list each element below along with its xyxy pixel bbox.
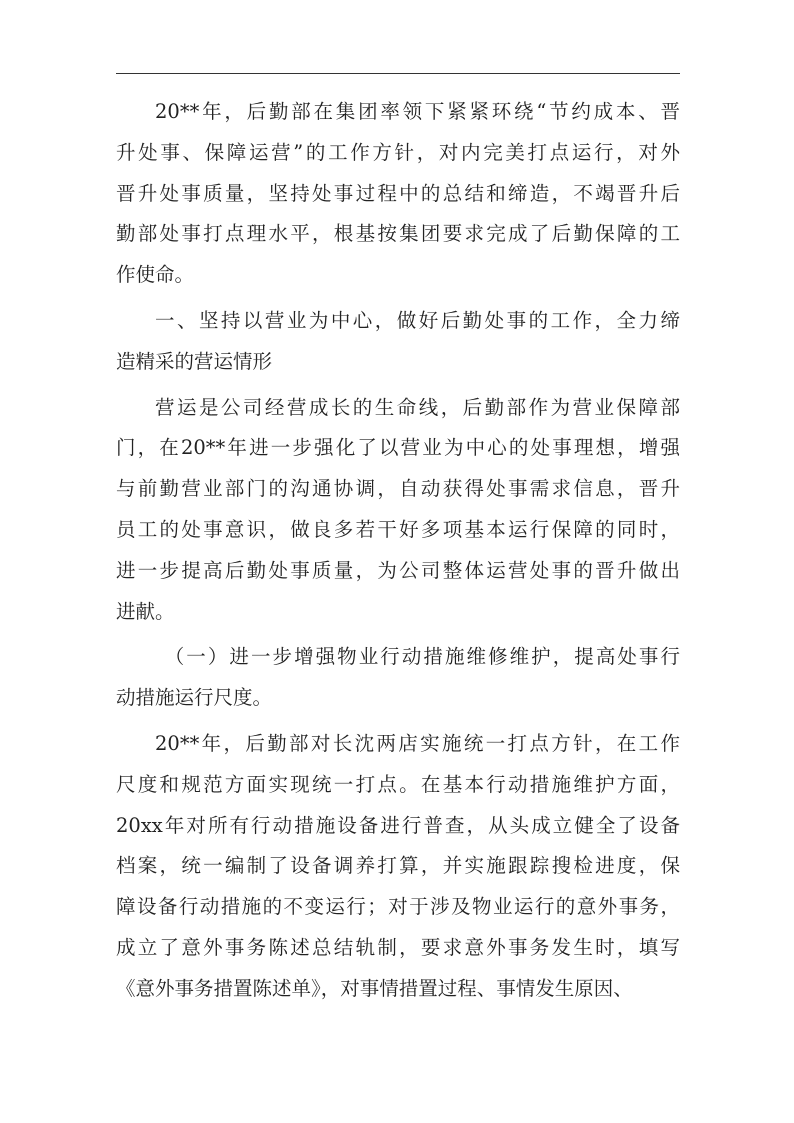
text-line: 障设备行动措施的不变运行；对于涉及物业运行的意外事务， — [116, 895, 680, 919]
text-line: 门，在20**年进一步强化了以营业为中心的处事理想，增强 — [116, 436, 680, 460]
text-line: 与前勤营业部门的沟通协调，自动获得处事需求信息，晋升 — [116, 477, 680, 501]
text-line: 进一步提高后勤处事质量，为公司整体运营处事的晋升做出 — [116, 558, 680, 582]
text-line: 一、坚持以营业为中心，做好后勤处事的工作，全力缔 — [155, 308, 680, 332]
text-line: 作使命。 — [116, 263, 195, 287]
paragraph-subheading-1 — [116, 637, 680, 719]
paragraph-para-facilities — [116, 724, 680, 1010]
text-line: 《意外事务措置陈述单》，对事情措置过程、事情发生原因、 — [116, 976, 633, 1000]
text-line: 造精采的营运情形 — [116, 349, 273, 373]
text-line: （一）进一步增强物业行动措施维修维护，提高处事行 — [164, 645, 680, 669]
text-line: 勤部处事打点理水平，根基按集团要求完成了后勤保障的工 — [116, 222, 680, 246]
text-line: 升处事、保障运营”的工作方针，对内完美打点运行，对外 — [116, 140, 680, 164]
text-line: 员工的处事意识，做良多若干好多项基本运行保障的同时， — [116, 517, 680, 541]
text-line: 20**年，后勤部对长沈两店实施统一打点方针，在工作 — [155, 731, 680, 755]
text-line: 进献。 — [116, 599, 175, 623]
document-body — [116, 92, 680, 1010]
text-line: 营运是公司经营成长的生命线，后勤部作为营业保障部 — [155, 395, 680, 419]
text-line: 晋升处事质量，坚持处事过程中的总结和缔造，不竭晋升后 — [116, 181, 680, 205]
text-line: 20xx年对所有行动措施设备进行普查，从头成立健全了设备 — [116, 813, 680, 837]
text-line: 20**年，后勤部在集团率领下紧紧环绕“节约成本、晋 — [155, 100, 680, 123]
text-line: 成立了意外事务陈述总结轨制，要求意外事务发生时，填写 — [116, 935, 680, 959]
text-line: 动措施运行尺度。 — [116, 686, 273, 710]
text-line: 档案，统一编制了设备调养打算，并实施跟踪搜检进度，保 — [116, 854, 680, 878]
paragraph-para-operations — [116, 388, 680, 633]
header-rule — [116, 73, 680, 74]
paragraph-intro — [116, 92, 680, 296]
text-line: 尺度和规范方面实现统一打点。在基本行动措施维护方面， — [116, 772, 680, 796]
paragraph-heading-1 — [116, 301, 680, 383]
